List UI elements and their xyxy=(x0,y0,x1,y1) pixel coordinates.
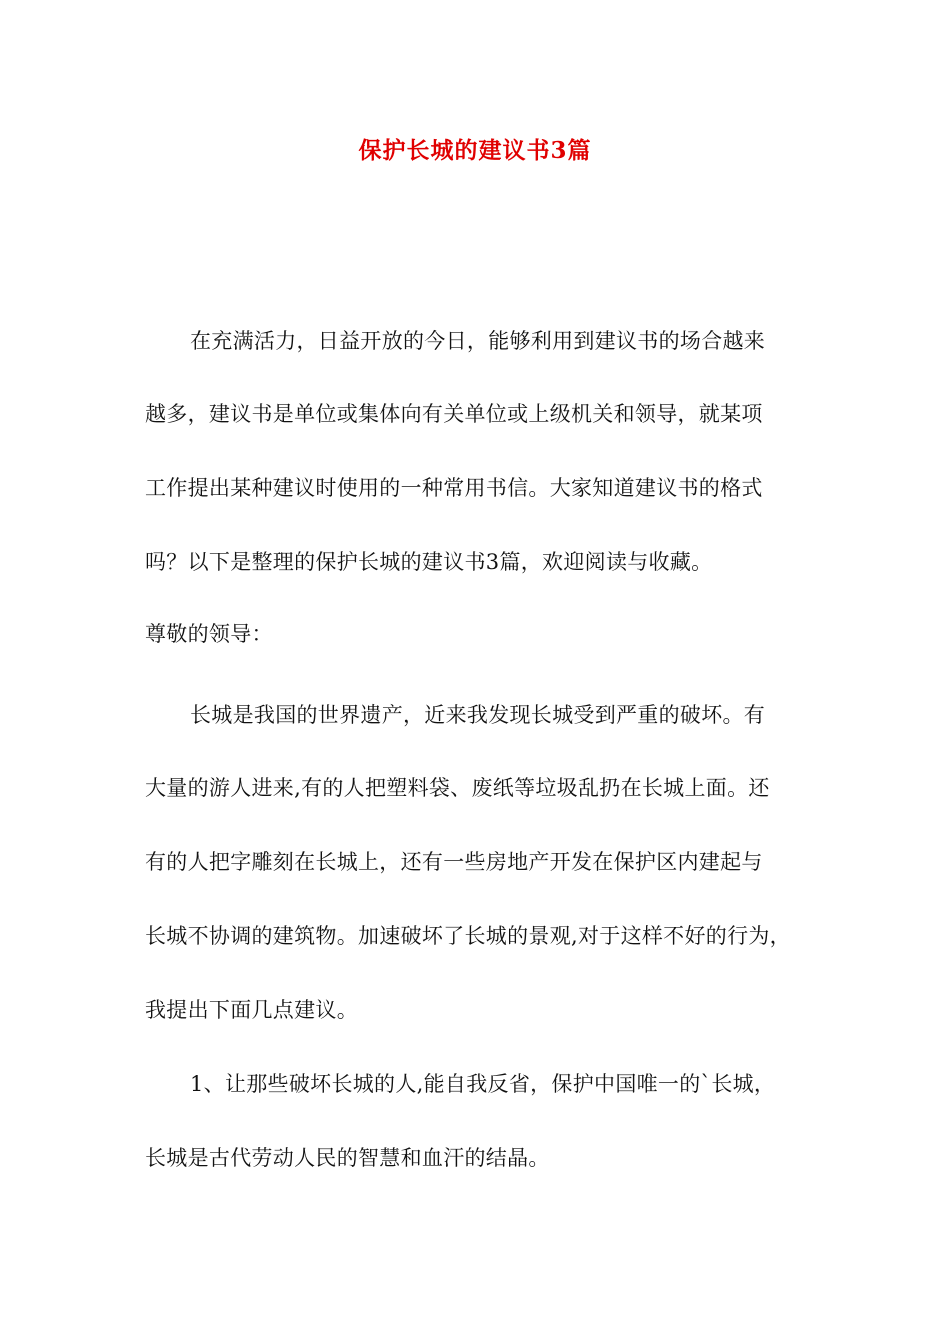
document-title: 保护长城的建议书3篇 xyxy=(358,137,592,164)
paragraph-line: 在充满活力，日益开放的今日，能够利用到建议书的场合越来 xyxy=(190,329,766,353)
list-item-line: 长城是古代劳动人民的智慧和血汗的结晶。 xyxy=(145,1146,550,1170)
paragraph-line: 我提出下面几点建议。 xyxy=(145,998,358,1022)
paragraph-line: 吗？以下是整理的保护长城的建议书3篇，欢迎阅读与收藏。 xyxy=(145,550,713,574)
paragraph-line: 有的人把字雕刻在长城上，还有一些房地产开发在保护区内建起与 xyxy=(145,850,763,874)
paragraph-line: 越多，建议书是单位或集体向有关单位或上级机关和领导，就某项 xyxy=(145,402,763,426)
paragraph-line: 大量的游人进来,有的人把塑料袋、废纸等垃圾乱扔在长城上面。还 xyxy=(145,776,770,800)
paragraph-line: 工作提出某种建议时使用的一种常用书信。大家知道建议书的格式 xyxy=(145,476,763,500)
paragraph-line: 长城不协调的建筑物。加速破坏了长城的景观,对于这样不好的行为， xyxy=(145,924,791,948)
list-item-line: 1、让那些破坏长城的人,能自我反省，保护中国唯一的`长城， xyxy=(190,1072,776,1096)
paragraph-line: 长城是我国的世界遗产，近来我发现长城受到严重的破坏。有 xyxy=(190,703,766,727)
salutation-line: 尊敬的领导： xyxy=(145,622,273,646)
